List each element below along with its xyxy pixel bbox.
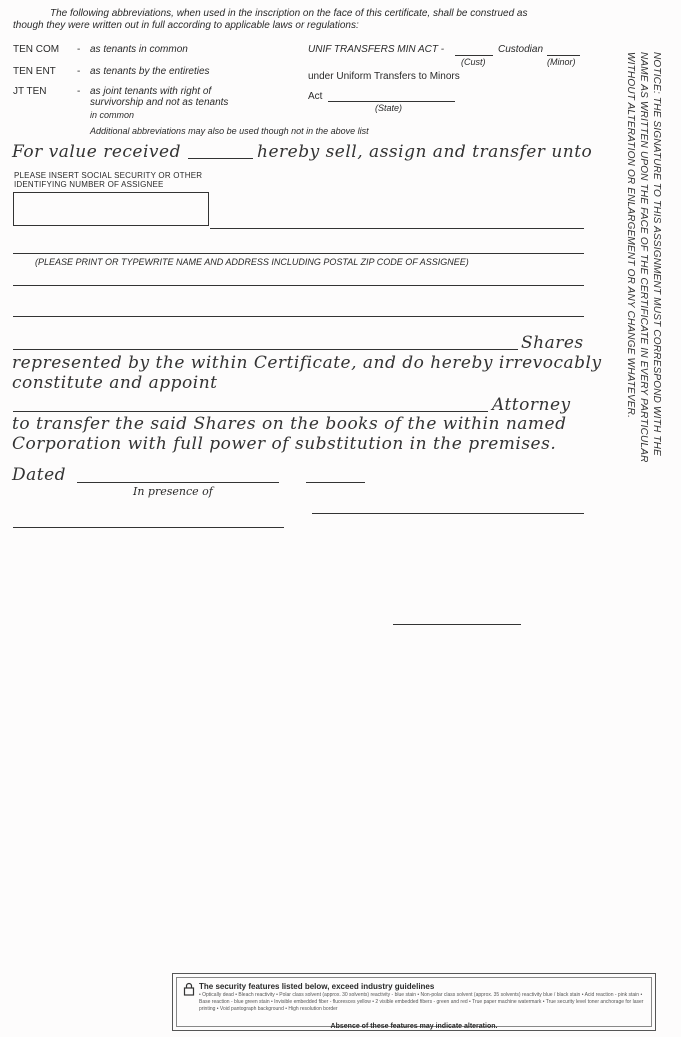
unif-label: UNIF TRANSFERS MIN ACT - (308, 44, 445, 55)
corporation-text: Corporation with full power of substitution in the premises. (12, 434, 557, 454)
abbr-code-tenent: TEN ENT (13, 66, 56, 77)
additional-note: Additional abbreviations may also be used though not in the above list (90, 126, 369, 136)
cust-line (455, 55, 493, 56)
header-line-1: The following abbreviations, when used in the inscription on the face of this certificate, shall be construed as (50, 8, 528, 19)
abbr-dash: - (77, 44, 81, 55)
abbr-meaning-tenent: as tenants by the entireties (90, 66, 210, 77)
attorney-line[interactable] (13, 411, 488, 412)
state-line (328, 101, 455, 102)
dated-label: Dated (12, 465, 67, 485)
shares-text: Shares (521, 333, 584, 353)
signature-short-line[interactable] (306, 482, 365, 483)
assignee-line-1[interactable] (210, 228, 584, 229)
custodian-label: Custodian (498, 44, 544, 55)
state-caption: (State) (375, 103, 403, 113)
minor-line (547, 55, 580, 56)
value-blank-line[interactable] (188, 158, 253, 159)
security-title: The security features listed below, exceed industry guidelines (199, 982, 435, 991)
minor-caption: (Minor) (547, 57, 576, 67)
notice-vertical (623, 52, 663, 507)
attorney-text: Attorney (492, 395, 571, 415)
security-footer: Absence of these features may indicate alteration. (330, 1023, 498, 1030)
abbr-code-tencom: TEN COM (13, 44, 60, 55)
header-line-2: though they were written out in full according to applicable laws or regulations: (13, 20, 359, 31)
address-line-2[interactable] (13, 316, 584, 317)
notice-line-1: NOTICE: THE SIGNATURE TO THIS ASSIGNMENT MUST CORRESPOND WITH THE (651, 52, 662, 456)
notice-line-3: WITHOUT ALTERATION OR ENLARGEMENT OR ANY CHANGE WHATEVER. (625, 52, 636, 419)
address-line-1[interactable] (13, 285, 584, 286)
print-label: (PLEASE PRINT OR TYPEWRITE NAME AND ADDRESS INCLUDING POSTAL ZIP CODE OF ASSIGNEE) (35, 257, 469, 267)
security-features-box (172, 973, 656, 1031)
value-received-text: For value received (12, 142, 181, 162)
in-presence-label: In presence of (133, 485, 213, 498)
extra-line (393, 624, 521, 625)
signature-line[interactable] (312, 513, 584, 514)
unif-under: under Uniform Transfers to Minors (308, 71, 460, 82)
ssn-label-1: PLEASE INSERT SOCIAL SECURITY OR OTHER (14, 171, 203, 180)
date-line[interactable] (77, 482, 279, 483)
abbr-meaning-tencom: as tenants in common (90, 44, 188, 55)
notice-line-2: NAME AS WRITTEN UPON THE FACE OF THE CERTIFICATE IN EVERY PARTICULAR (638, 52, 649, 463)
constitute-text: constitute and appoint (12, 373, 218, 393)
lock-icon (183, 982, 195, 996)
abbr-meaning-jtten-3: in common (90, 110, 135, 120)
ssn-label-2: IDENTIFYING NUMBER OF ASSIGNEE (14, 180, 164, 189)
hereby-sell-text: hereby sell, assign and transfer unto (257, 142, 593, 162)
abbr-dash: - (77, 66, 81, 77)
abbr-meaning-jtten-2: survivorship and not as tenants (90, 97, 229, 108)
assignee-line-2[interactable] (13, 253, 584, 254)
abbr-meaning-jtten-1: as joint tenants with right of (90, 86, 212, 97)
act-label: Act (308, 91, 323, 102)
represented-text: represented by the within Certificate, and do hereby irrevocably (12, 353, 602, 373)
shares-line[interactable] (13, 349, 518, 350)
abbr-dash: - (77, 86, 81, 97)
cust-caption: (Cust) (461, 57, 486, 67)
witness-line[interactable] (13, 527, 284, 528)
abbr-code-jtten: JT TEN (13, 86, 47, 97)
transfer-text: to transfer the said Shares on the books of the within named (12, 414, 567, 434)
security-text: • Optically dead • Bleach reactivity • Polar class solvent (approx. 30 solvents) reactivity - blue stain • Non-polar class solvent (approx. 35 solvents) reactivity blue / black stain • Acid reaction - pink stain • Base reaction - blue green stain • Invisible embedded fiber - fluoresces yellow • 2 visible embedded fibers - green and red • True paper machine watermark • True security level toner anchorage for laser printing • Void pantograph background • High resolution border (199, 992, 644, 1012)
ssn-input-box[interactable] (13, 192, 209, 226)
